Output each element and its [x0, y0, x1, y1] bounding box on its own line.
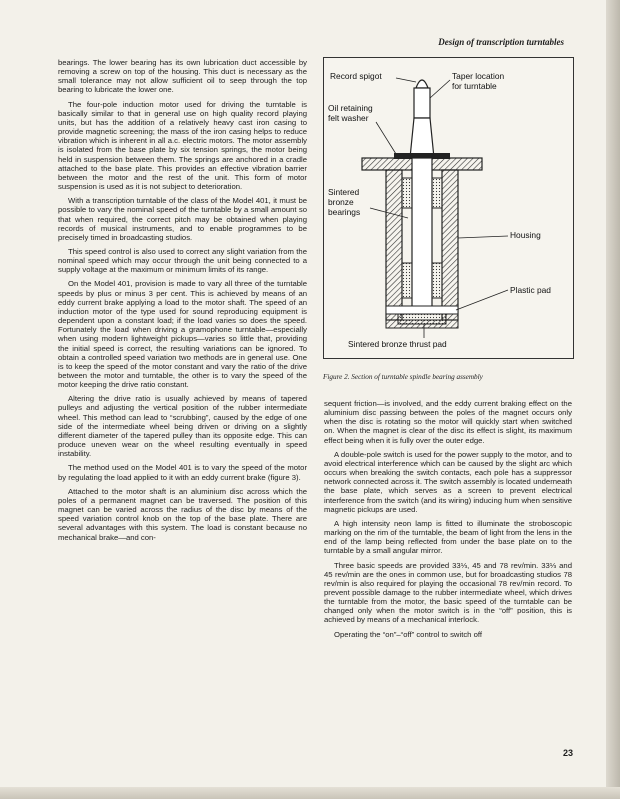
taper-shape: [410, 118, 434, 158]
label-bearings: bearings: [328, 207, 361, 217]
paragraph: On the Model 401, provision is made to vary all three of the turntable speeds by plus or minus 3 per cent. This is achieved by means of an eddy current brake applying a load to the motor shaft. The speed of an induction motor of the type used for sound reproducing equipment is dependent upon a constant load; if the load varies so does the speed. Fortunately the load when driving a gramophone turntable—especially when using modern lightweight pickups—varies so little that, providing the initial speed is correct, the resulting variations can be ignored. To obtain a controlled speed variation two methods are in general use. One is to keep the speed of the motor constant and vary the ratio of the drive between the motor and turntable, the other is to vary the speed of the motor keeping the drive ratio constant.: [58, 279, 307, 390]
paragraph: With a transcription turntable of the class of the Model 401, it must be possible to vary the nominal speed of the turntable by a small amount so that when required, the correct pitch may be obtained when playing records of musical instruments, and to enable programmes to be precisely timed in broadcasting studios.: [58, 196, 307, 242]
right-column: [324, 399, 572, 644]
paragraph: bearings. The lower bearing has its own lubrication duct accessible by removing a screw on top of the housing. This duct is necessary as the small tolerance may not allow sufficient oil to seep through the top bearing to lubricate the lower one.: [58, 58, 307, 95]
label-sintered: Sintered: [328, 187, 360, 197]
label-felt-washer: felt washer: [328, 113, 369, 123]
paragraph: Altering the drive ratio is usually achieved by means of tapered pulleys and adjusting the vertical position of the rubber intermediate wheel. This method can lead to “scrubbing”, caused by the edge of one side of the intermediate wheel being driven or driving on a slightly different diameter of the tapered pulley than its opposite edge. This can produce uneven wear on the wheel resulting eventually in speed instability.: [58, 394, 307, 459]
figure-bearing-assembly: [323, 57, 574, 359]
plastic-pad: [386, 306, 458, 314]
lower-bearing-left: [402, 263, 412, 298]
paragraph: A double-pole switch is used for the power supply to the motor, and to avoid electrical interference which can be caused by the slight arc which occurs when breaking the switch contacts, each pole has a suppressor network connected across it. The switch assembly is located underneath the base plate, which serves as a screen to prevent electrical interference from the switch (and its wiring) inducing hum when sensitive magnetic pickups are used.: [324, 449, 572, 514]
left-column: [58, 58, 307, 547]
label-taper-location: Taper location: [452, 71, 505, 81]
spindle-shaft: [412, 158, 432, 308]
upper-bearing-left: [402, 178, 412, 208]
lower-bearing-right: [432, 263, 442, 298]
label-thrust-pad: Sintered bronze thrust pad: [348, 339, 447, 349]
paragraph: This speed control is also used to correct any slight variation from the nominal speed which may occur through the unit being connected to a supply voltage at the maximum or minimum limits of its range.: [58, 246, 307, 275]
binding-edge: [606, 0, 620, 799]
record-spigot-shape: [416, 80, 428, 88]
label-for-turntable: for turntable: [452, 81, 497, 91]
label-record-spigot: Record spigot: [330, 71, 382, 81]
spigot-body: [414, 88, 430, 118]
housing-base: [386, 320, 458, 328]
page-number: 23: [563, 748, 574, 758]
paragraph: sequent friction—is involved, and the eddy current braking effect on the aluminium disc passing between the poles of the magnet occurs only when the disc is rotating so the motor will quickly start when switched on. When the magnet is clear of the disc its effect is slight, its maximum effect being when it is fully over the outer edge.: [324, 399, 572, 445]
paragraph: Operating the “on”–“off” control to switch off: [334, 629, 482, 639]
bottom-edge: [0, 787, 620, 799]
paragraph: A high intensity neon lamp is fitted to illuminate the stroboscopic marking on the rim of the turntable, the beam of light from the lens in the end of the lamp being reflected from under the base plate on to the turntable by a small angular mirror.: [324, 518, 572, 556]
paragraph: Attached to the motor shaft is an aluminium disc across which the poles of a permanent magnet can be traversed. The position of this magnet can be varied across the radius of the disc by means of the speed variation control knob on the top of the base plate. There are several advantages with this system. The load is constant because no mechanical brake—and con-: [58, 486, 307, 542]
housing-right-wall: [442, 170, 458, 320]
running-header: Design of transcription turntables: [438, 37, 564, 47]
figure-caption: Figure 2. Section of turntable spindle bearing assembly: [323, 373, 483, 381]
housing-left-wall: [386, 170, 402, 320]
paragraph: Three basic speeds are provided 33⅓, 45 and 78 rev/min. 33⅓ and 45 rev/min are the ones in common use, but for broadcasting studios 78 rev/min is also required for playing the occasional 78 rev/min record. To prevent possible damage to the rubber intermediate wheel, which drives the turntable from the motor, the basic speed of the turntable can be changed only when the motor switch is in the “off” position, this is achieved by means of a mechanical interlock.: [324, 560, 572, 625]
label-oil-retaining: Oil retaining: [328, 103, 373, 113]
label-plastic-pad: Plastic pad: [510, 285, 551, 295]
label-bronze: bronze: [328, 197, 354, 207]
paragraph: The method used on the Model 401 is to vary the speed of the motor by regulating the load applied to it with an eddy current brake (figure 3).: [58, 463, 307, 482]
upper-bearing-right: [432, 178, 442, 208]
label-housing: Housing: [510, 230, 541, 240]
paragraph: The four-pole induction motor used for driving the turntable is basically similar to that in general use on high quality record playing units, but has the addition of a relatively heavy cast iron casing to provide magnetic screening; the mass of the iron casing helps to reduce vibration which is inherent in all a.c. electric motors. The motor assembly is isolated from the base plate by six tension springs, the motor being held in suspension between them. The springs are anchored in a cradle attached to the base plate. This provides an effective vibration barrier between the motor and the rest of the unit. This form of motor suspension is used as it is not subject to deterioration.: [58, 99, 307, 192]
